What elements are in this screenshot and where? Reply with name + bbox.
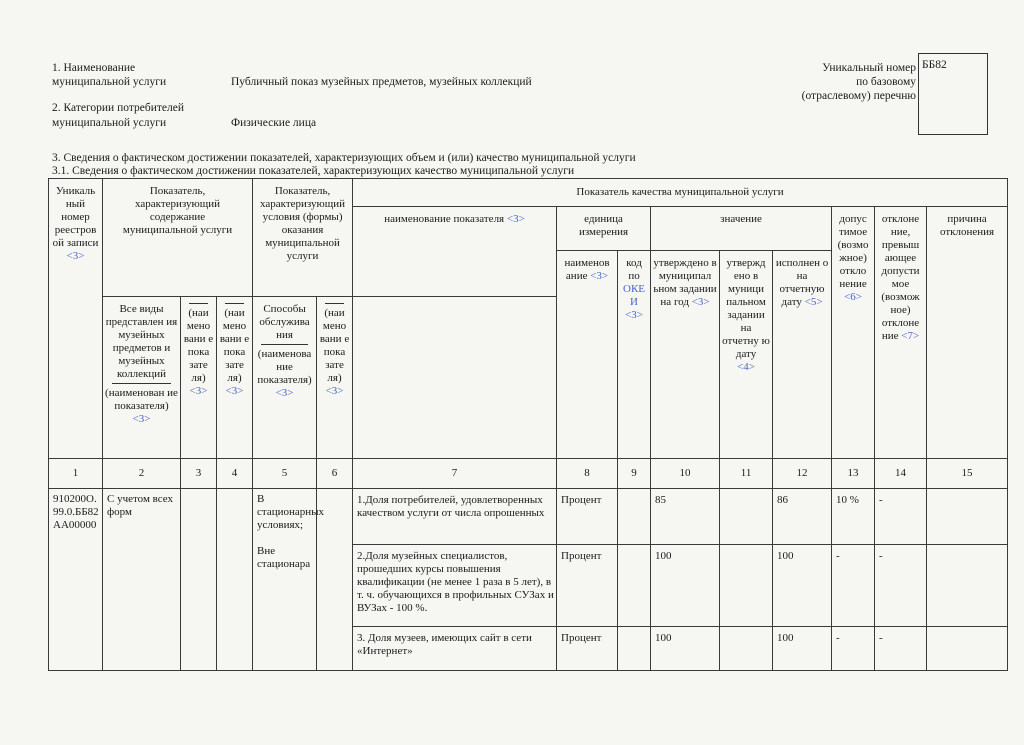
item1-label-line2: муниципальной услуги (52, 76, 167, 88)
indicator-unit: Процент (557, 627, 618, 671)
header-allowed (832, 207, 875, 459)
header-actual (773, 251, 832, 459)
header-exceed-text: отклоне ние, превыш ающее допусти мое (возмож ное) отклоне ние (881, 213, 920, 342)
indicator-allowed: - (832, 545, 875, 627)
header-exceed (875, 207, 927, 459)
header-okei (618, 251, 651, 459)
header-registry-text: Уникаль ный номер реестров ой записи (52, 185, 99, 249)
header-approved-date-ref: <4> (737, 361, 755, 373)
indicator-okei (618, 489, 651, 545)
subheader-col5-text: Способы обслужива ния (259, 303, 310, 341)
subheader-col2-text: Все виды представлен ия музейных предметов и музейных коллекций (105, 303, 178, 380)
indicator-approved-year: 100 (651, 545, 720, 627)
content-value: С учетом всех форм (103, 489, 181, 671)
subheader-col4-name: (наи мено вани е пока зате ля) (219, 307, 250, 384)
subheader-col6-line (325, 303, 344, 304)
indicator-exceed: - (875, 627, 927, 671)
header-unit-name-text: наименов ание (564, 257, 610, 282)
indicator-allowed: - (832, 627, 875, 671)
registry-number: 910200О.99.0.ББ82АА00000 (49, 489, 103, 671)
subheader-col6-ref: <3> (325, 385, 344, 397)
indicator-reason (927, 545, 1008, 627)
subheader-col5-name: (наименова ние показателя) (257, 348, 312, 386)
section31-title: 3.1. Сведения о фактическом достижении показателей, характеризующих качество муниципальной услуги (52, 165, 575, 177)
header-reason: причина отклонения (927, 207, 1008, 459)
conditions-value-1: В стационарных условиях; (257, 493, 325, 531)
col-number-3: 3 (181, 459, 217, 489)
col-number-10: 10 (651, 459, 720, 489)
header-unit: единица измерения (557, 207, 651, 251)
subheader-col5 (253, 297, 317, 459)
header-actual-text: исполнен о на отчетную дату (775, 257, 829, 308)
header-unit-name-ref: <3> (590, 270, 609, 282)
col-number-7: 7 (353, 459, 557, 489)
indicator-approved-date (720, 627, 773, 671)
col-number-5: 5 (253, 459, 317, 489)
conditions-value-2: Вне стационара (257, 545, 311, 570)
header-actual-ref: <5> (804, 296, 823, 308)
header-content: Показатель, характеризующий содержание муниципальной услуги (103, 179, 253, 297)
indicator-approved-date (720, 545, 773, 627)
col-number-2: 2 (103, 459, 181, 489)
indicator-unit: Процент (557, 489, 618, 545)
content-empty-4 (217, 489, 253, 671)
indicator-name: 3. Доля музеев, имеющих сайт в сети «Интернет» (353, 627, 557, 671)
indicator-actual: 100 (773, 545, 832, 627)
subheader-col3 (181, 297, 217, 459)
header-approved-date (720, 251, 773, 459)
indicator-approved-year: 100 (651, 627, 720, 671)
col-number-14: 14 (875, 459, 927, 489)
header-approved-year-text: утверждено в муниципал ьном задании на год (653, 257, 717, 308)
header-value: значение (651, 207, 832, 251)
indicator-approved-year: 85 (651, 489, 720, 545)
unique-label-line3: (отраслевому) перечню (801, 90, 916, 102)
indicator-reason (927, 627, 1008, 671)
indicator-unit: Процент (557, 545, 618, 627)
subheader-col6-name: (наи мено вани е пока зате ля) (319, 307, 350, 384)
item1-label-line1: 1. Наименование (52, 62, 136, 74)
indicator-name: 2.Доля музейных специалистов, прошедших курсы повышения квалификации (не менее 1 раза в 5 лет), в т. ч. обучающихся в профильных СУЗах и ВУЗах - 100 %. (353, 545, 557, 627)
indicator-name: 1.Доля потребителей, удовлетворенных качеством услуги от числа опрошенных (353, 489, 557, 545)
unique-number-value: ББ82 (922, 59, 947, 71)
header-approved-year-ref: <3> (691, 296, 710, 308)
unique-label-line2: по базовому (856, 76, 916, 88)
col-number-11: 11 (720, 459, 773, 489)
header-indicator-name-ref: <3> (506, 213, 525, 225)
header-registry-ref: <3> (66, 250, 85, 262)
item2-label-line1: 2. Категории потребителей (52, 102, 184, 114)
subheader-col3-name: (наи мено вани е пока зате ля) (183, 307, 214, 384)
indicator-okei (618, 545, 651, 627)
col-number-4: 4 (217, 459, 253, 489)
col-number-9: 9 (618, 459, 651, 489)
col-number-15: 15 (927, 459, 1008, 489)
header-exceed-ref: <7> (901, 330, 920, 342)
subheader-col3-line (189, 303, 208, 304)
col-number-12: 12 (773, 459, 832, 489)
quality-indicators-table (48, 178, 1008, 671)
subheader-col2-ref: <3> (132, 413, 151, 425)
unique-number-box (918, 53, 988, 135)
subheader-col3-ref: <3> (189, 385, 208, 397)
item1-value: Публичный показ музейных предметов, музейных коллекций (231, 76, 532, 88)
indicator-actual: 86 (773, 489, 832, 545)
col-number-1: 1 (49, 459, 103, 489)
col-number-8: 8 (557, 459, 618, 489)
indicator-reason (927, 489, 1008, 545)
indicator-actual: 100 (773, 627, 832, 671)
subheader-col5-ref: <3> (275, 387, 294, 399)
col-number-13: 13 (832, 459, 875, 489)
indicator-exceed: - (875, 489, 927, 545)
item2-label-line2: муниципальной услуги (52, 117, 167, 129)
indicator-exceed: - (875, 545, 927, 627)
subheader-col2-line (112, 383, 170, 384)
header-conditions: Показатель, характеризующий условия (формы) оказания муниципальной услуги (253, 179, 353, 297)
header-allowed-ref: <6> (844, 291, 862, 303)
subheader-col4-ref: <3> (225, 385, 244, 397)
subheader-col2 (103, 297, 181, 459)
indicator-approved-date (720, 489, 773, 545)
indicator-allowed: 10 % (832, 489, 875, 545)
header-approved-date-text: утвержд ено в муници пальном задании на отчетну ю дату (722, 257, 770, 360)
header-quality: Показатель качества муниципальной услуги (353, 179, 1008, 207)
content-empty-3 (181, 489, 217, 671)
header-row-1 (49, 179, 1008, 207)
subheader-col5-line (261, 344, 308, 345)
subheader-col4 (217, 297, 253, 459)
header-indicator-name-text: наименование показателя (384, 213, 505, 225)
header-unit-name (557, 251, 618, 459)
conditions-value (253, 489, 325, 671)
header-indicator-name (353, 207, 557, 297)
header-registry (49, 179, 103, 459)
unique-label-line1: Уникальный номер (822, 62, 916, 74)
subheader-col4-line (225, 303, 244, 304)
header-allowed-text: допус тимое (возмо жное) откло нение (837, 213, 869, 290)
col-number-6: 6 (317, 459, 353, 489)
subheader-col6 (317, 297, 353, 459)
header-okei-code: ОКЕ И <3> (623, 283, 646, 321)
section3-title: 3. Сведения о фактическом достижении показателей, характеризующих объем и (или) качество муниципальной услуги (52, 152, 636, 164)
header-approved-year (651, 251, 720, 459)
subheader-col2-name: (наименован ие показателя) (105, 387, 178, 412)
table-row (49, 489, 1008, 545)
item2-value: Физические лица (231, 117, 317, 129)
column-numbers-row (49, 459, 1008, 489)
indicator-okei (618, 627, 651, 671)
header-okei-text: код по (626, 257, 642, 282)
